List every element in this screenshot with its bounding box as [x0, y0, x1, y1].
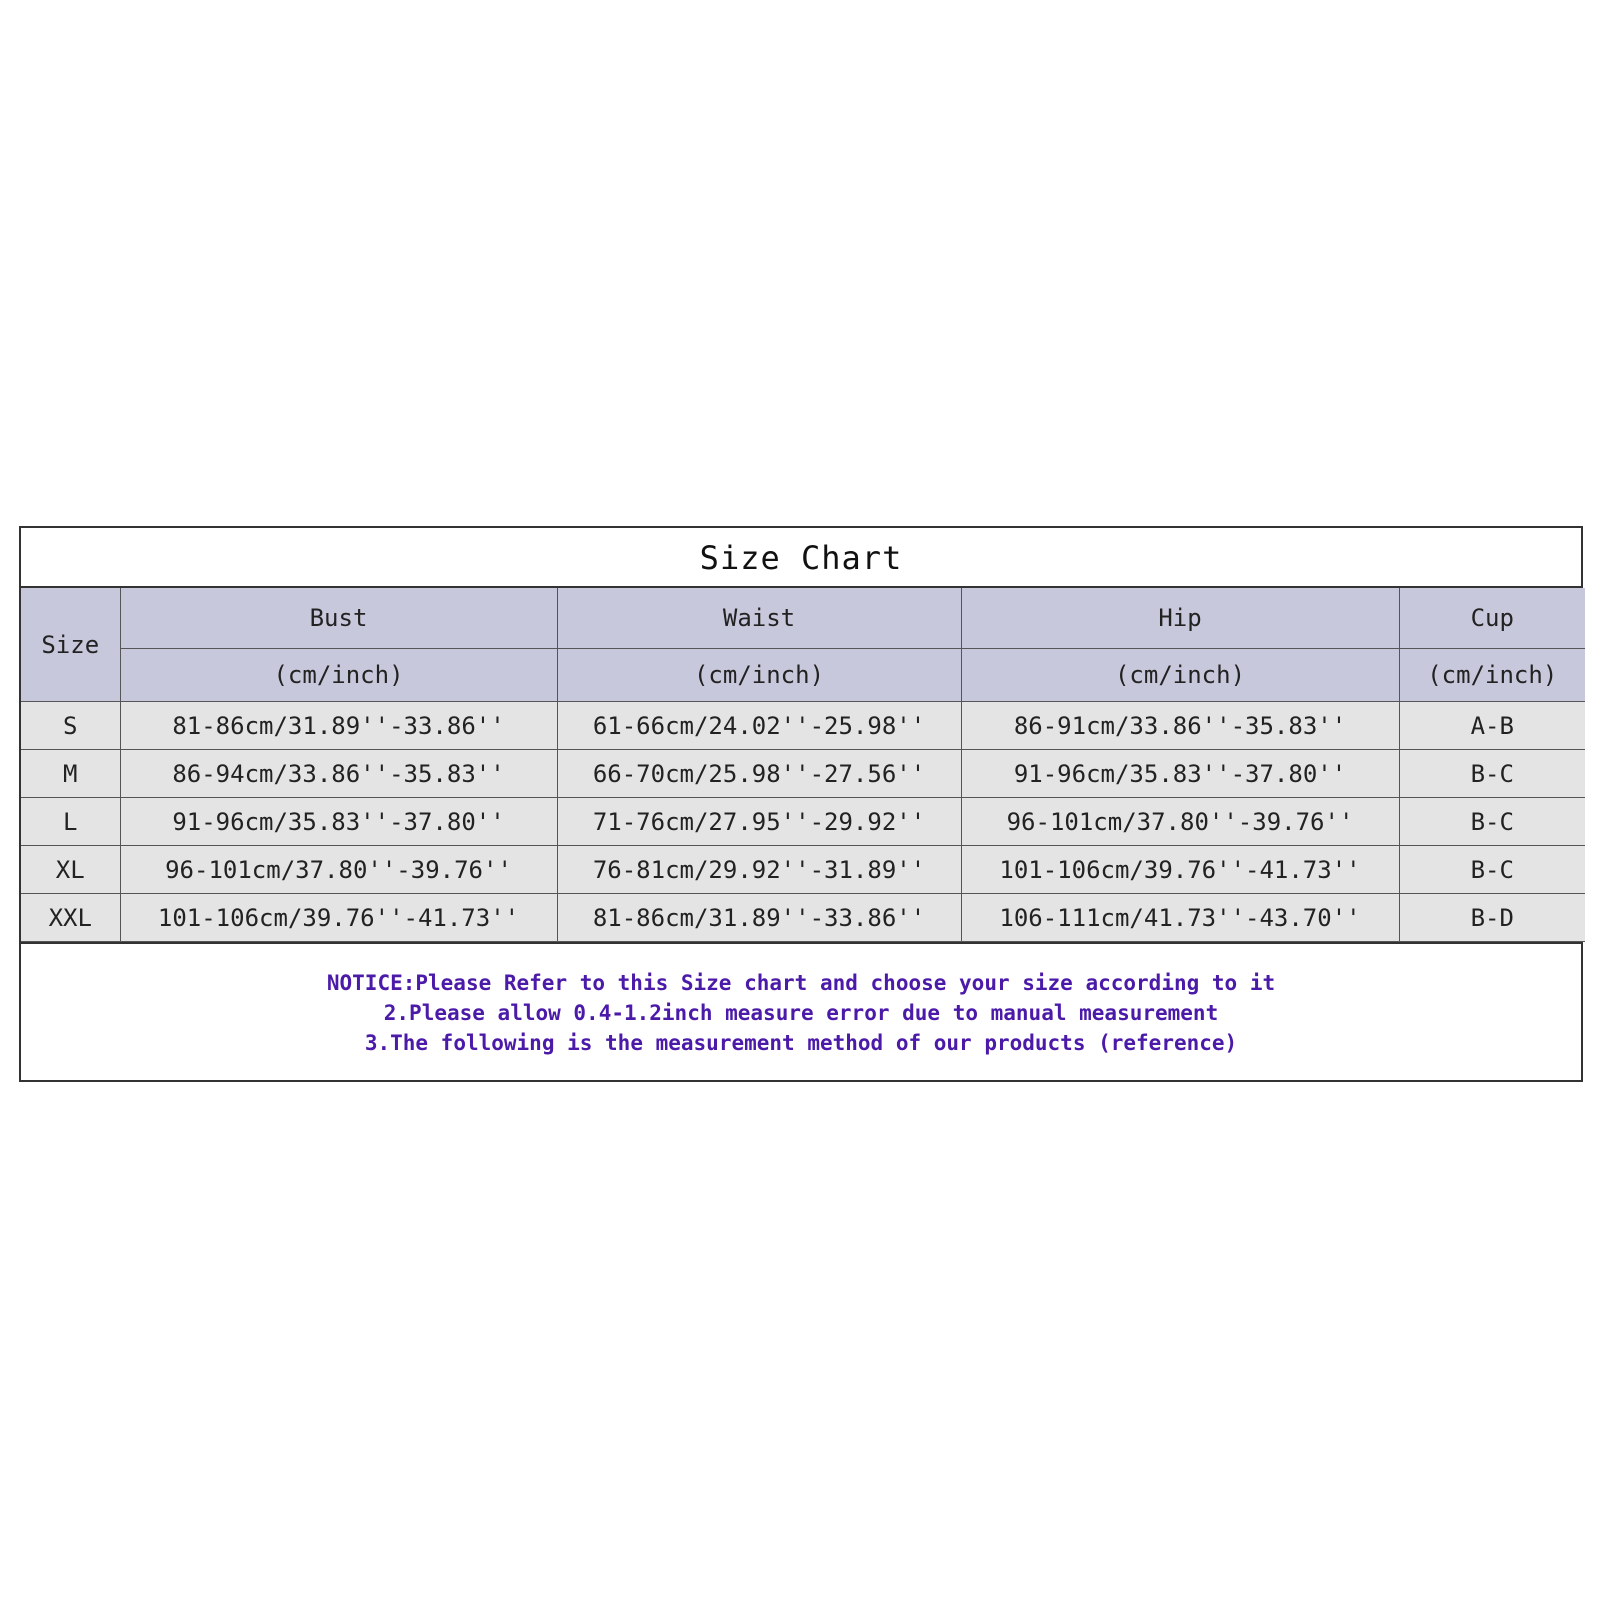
waist-cell: 71-76cm/27.95''-29.92''	[557, 798, 961, 846]
cup-cell: B-C	[1399, 750, 1585, 798]
chart-title: Size Chart	[21, 528, 1581, 588]
size-chart	[19, 526, 1583, 1082]
table-row	[21, 894, 1585, 942]
cup-cell: B-C	[1399, 846, 1585, 894]
hip-cell: 91-96cm/35.83''-37.80''	[961, 750, 1399, 798]
hip-unit: (cm/inch)	[961, 649, 1399, 702]
bust-cell: 86-94cm/33.86''-35.83''	[120, 750, 557, 798]
size-cell: S	[21, 702, 120, 750]
waist-unit: (cm/inch)	[557, 649, 961, 702]
bust-cell: 81-86cm/31.89''-33.86''	[120, 702, 557, 750]
hip-cell: 106-111cm/41.73''-43.70''	[961, 894, 1399, 942]
notice-block	[21, 942, 1581, 1074]
table-row	[21, 846, 1585, 894]
waist-header: Waist	[557, 588, 961, 649]
hip-cell: 86-91cm/33.86''-35.83''	[961, 702, 1399, 750]
size-cell: XXL	[21, 894, 120, 942]
cup-cell: B-D	[1399, 894, 1585, 942]
bust-cell: 91-96cm/35.83''-37.80''	[120, 798, 557, 846]
hip-cell: 101-106cm/39.76''-41.73''	[961, 846, 1399, 894]
waist-cell: 76-81cm/29.92''-31.89''	[557, 846, 961, 894]
bust-unit: (cm/inch)	[120, 649, 557, 702]
waist-cell: 61-66cm/24.02''-25.98''	[557, 702, 961, 750]
hip-header: Hip	[961, 588, 1399, 649]
cup-header: Cup	[1399, 588, 1585, 649]
size-header: Size	[21, 588, 120, 702]
cup-unit: (cm/inch)	[1399, 649, 1585, 702]
cup-cell: A-B	[1399, 702, 1585, 750]
size-cell: XL	[21, 846, 120, 894]
cup-cell: B-C	[1399, 798, 1585, 846]
size-table	[21, 588, 1585, 942]
notice-line: 3.The following is the measurement method of our products (reference)	[364, 1031, 1238, 1055]
notice-line: 2.Please allow 0.4-1.2inch measure error due to manual measurement	[383, 1001, 1219, 1025]
size-cell: M	[21, 750, 120, 798]
table-row	[21, 702, 1585, 750]
hip-cell: 96-101cm/37.80''-39.76''	[961, 798, 1399, 846]
waist-cell: 66-70cm/25.98''-27.56''	[557, 750, 961, 798]
notice-line: NOTICE:Please Refer to this Size chart and choose your size according to it	[326, 971, 1276, 995]
size-cell: L	[21, 798, 120, 846]
table-row	[21, 750, 1585, 798]
table-row	[21, 798, 1585, 846]
bust-header: Bust	[120, 588, 557, 649]
waist-cell: 81-86cm/31.89''-33.86''	[557, 894, 961, 942]
bust-cell: 101-106cm/39.76''-41.73''	[120, 894, 557, 942]
bust-cell: 96-101cm/37.80''-39.76''	[120, 846, 557, 894]
